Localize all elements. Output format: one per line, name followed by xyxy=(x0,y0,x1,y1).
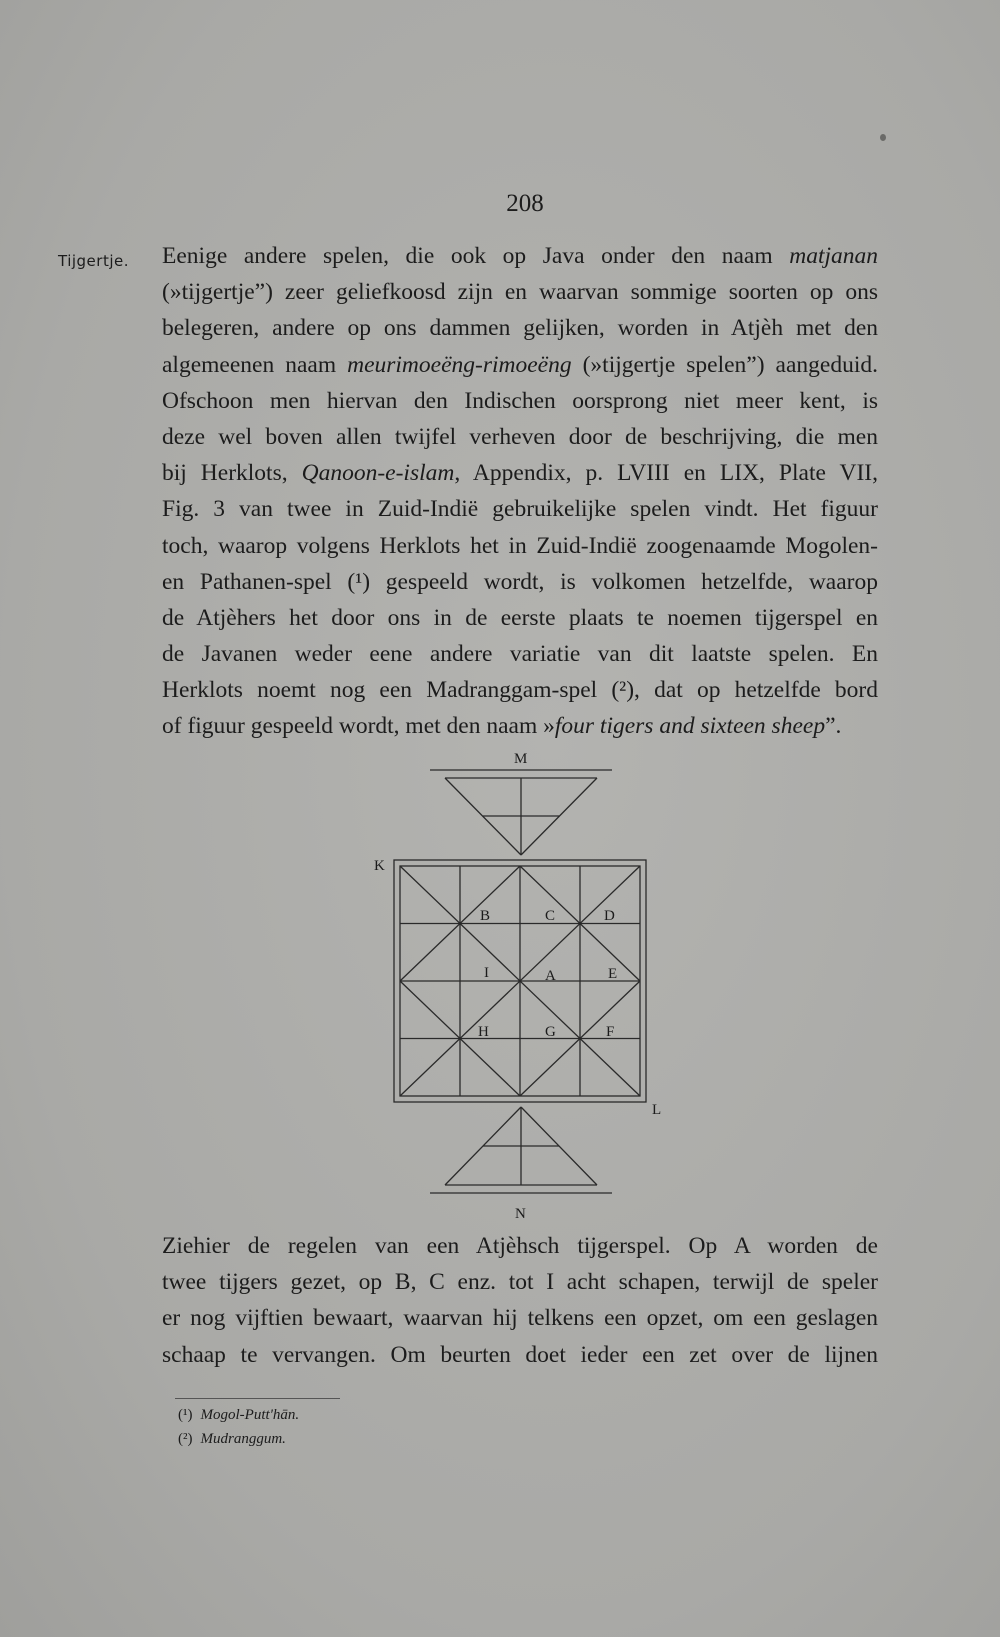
text-line: deze wel boven allen twijfel verheven door de beschrijving, die men xyxy=(162,423,878,450)
page-number: 208 xyxy=(506,190,544,217)
footnotes xyxy=(178,1403,299,1451)
text-line: er nog vijftien bewaart, waarvan hij telkens een opzet, om een geslagen xyxy=(162,1305,878,1332)
footnote-2: (²) Mudranggum. xyxy=(178,1431,286,1447)
label-H: H xyxy=(478,1024,489,1040)
text-line: Fig. 3 van twee in Zuid-Indië gebruikelijke spelen vindt. Het figuur xyxy=(162,496,878,523)
text-line: Ziehier de regelen van een Atjèhsch tijgerspel. Op A worden de xyxy=(162,1233,878,1259)
label-D: D xyxy=(604,908,615,924)
label-N: N xyxy=(515,1206,526,1222)
text-line: toch, waarop volgens Herklots het in Zuid-Indië zoogenaamde Mogolen- xyxy=(162,532,878,559)
text-line: bij Herklots, Qanoon-e-islam, Appendix, p. LVIII en LIX, Plate VII, xyxy=(162,460,878,487)
paper-speck xyxy=(880,134,886,141)
bottom-triangle xyxy=(430,1107,612,1193)
text-line: algemeenen naam meurimoeëng-rimoeëng (»tijgertje spelen”) aangeduid. xyxy=(162,351,878,378)
text-line: en Pathanen-spel (¹) gespeeld wordt, is volkomen hetzelfde, waarop xyxy=(162,568,878,595)
label-G: G xyxy=(545,1024,556,1040)
text-line: of figuur gespeeld wordt, met den naam »four tigers and sixteen sheep”. xyxy=(162,713,842,740)
paragraph-2 xyxy=(162,1228,878,1373)
label-C: C xyxy=(545,908,556,924)
text-line: de Atjèhers het door ons in de eerste plaats te noemen tijgerspel en xyxy=(162,604,878,631)
label-A: A xyxy=(545,968,556,984)
margin-note: Tijgertje. xyxy=(58,252,129,270)
text-line: Eenige andere spelen, die ook op Java onder den naam matjanan xyxy=(162,243,878,269)
text-line: belegeren, andere op ons dammen gelijken, worden in Atjèh met den xyxy=(162,315,878,342)
label-B: B xyxy=(480,908,491,924)
footnote-rule xyxy=(175,1398,340,1399)
footnote-1: (¹) Mogol-Putt'hān. xyxy=(178,1407,300,1423)
text-line: Herklots noemt nog een Madranggam-spel (²), dat op hetzelfde bord xyxy=(162,677,878,704)
text-line: (»tijgertje”) zeer geliefkoosd zijn en waarvan sommige soorten op ons xyxy=(162,279,878,306)
text-line: Ofschoon men hiervan den Indischen oorsprong niet meer kent, is xyxy=(162,387,878,414)
text-line: de Javanen weder eene andere variatie van dit laatste spelen. En xyxy=(162,641,878,668)
text-line: schaap te vervangen. Om beurten doet ieder een zet over de lijnen xyxy=(162,1341,878,1368)
label-I: I xyxy=(484,965,489,981)
label-M: M xyxy=(514,751,528,767)
label-F: F xyxy=(606,1024,615,1040)
label-L: L xyxy=(652,1102,662,1118)
label-E: E xyxy=(608,966,618,982)
top-triangle xyxy=(430,770,612,855)
text-line: twee tijgers gezet, op B, C enz. tot I acht schapen, terwijl de speler xyxy=(162,1269,878,1296)
label-K: K xyxy=(374,858,385,874)
